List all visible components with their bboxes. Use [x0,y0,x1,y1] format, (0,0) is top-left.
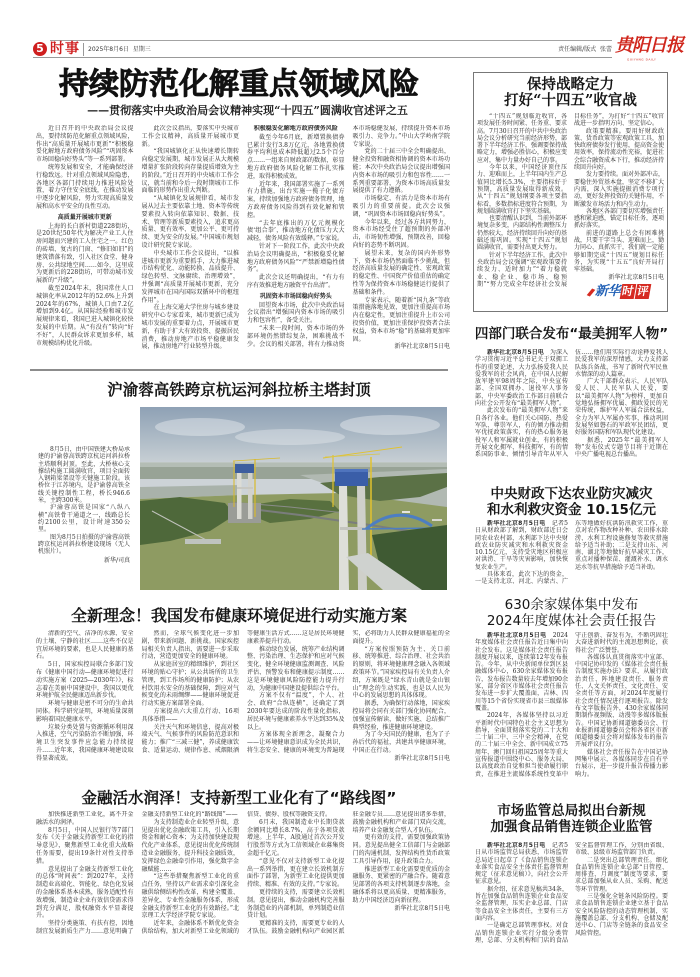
article-body [475,632,668,792]
paragraph: 上海的长白新村街道228街坊，是20世纪50年代为解决产业工人住房问题而兴建的工人住宅之一。红色的砖墙、复古的门窗、“修旧如旧”的建筑错落有致，引入社区食堂、健身房、公共绿地空间……如今，这里成为更新后的228街坊，可带动城市发展新的“升级”。 [36,222,134,285]
article-body [475,520,668,587]
commentary-box [473,72,668,312]
paragraph: 推动绿色发展，统筹产业结构调整、污染治理、生态保护和应对气候变化，健全环境健康监测调查、风险评估、预警发布和健康提示制度……这是环境健康风险防控能力提升行动，为健康中国建设提供综合平台。 [247,645,345,692]
bridge-tower [237,467,242,519]
paragraph: 沪渝蓉高铁是国家“八纵八横”高铁骨干通道之一，线路总长约2100公里，设计时速350公里。 [38,504,130,534]
paragraph: 然而，全球气候变化进一步加剧，带来新问题、新挑战。国家疾控局相关负责人指出，需要进一步采取行动，营造更加安全的健康环境。 [141,630,239,661]
article-headline[interactable]: 四部门联合发布“最美拥军人物” [474,326,669,342]
paragraph: 政策要精准。要用好财政政策、货币政策等宏观政策工具，加快政府债券发行使用，提高资金使用效率，保持流动性充裕，促进社会综合融资成本下行，推动经济持续回升向好。 [574,127,664,172]
media-reports-article [473,595,670,795]
paragraph: 也要清醒认识到，当前外部环境复杂多变，内部结构性调整压力仍然较大，经济持续回升向好的基础还需巩固。实现“十四五”规划圆满收官，需要付出更大努力。 [477,215,568,252]
paragraph: “十四五”规划临近收官，各项发展任务时间紧、任务重、要求高。7月30日召开的中共中央政治局会议分析研究当前经济形势，部署下半年经济工作，强调要保持战略定力，增强必胜信心，积极应变应对，集中力量办好自己的事。 [477,113,568,164]
cloud [235,429,345,445]
paragraph: 党的二十届三中全会明确提出，健全投资和融资相协调的资本市场功能；本次中央政治局会议提出增强国内资本市场的吸引力和包容性……一系列重要部署，为资本市场高质量发展提供了有力遵循。 [352,148,450,195]
article-text-columns [475,349,668,458]
paragraph: 为了今天国民的健康，也为了子孙后代的福祉，共建共享健康环境，中国正在行动。 [352,731,450,754]
paragraph: “方案按照预防为主、关口前移、统筹推进、综合治理、社会共治的原则，将环境健康理念融入各领域政策环节。”国家疾控局有关负责人介绍，方案既是“绿水青山就是金山银山”理念的生动实践，也是以人民为中心的发展思想的具体体现。 [352,645,450,700]
dateline-credit: 新华/司真 [103,557,130,565]
article-subtitle: ——贯彻落实中央政治局会议精神实现“十四五”圆满收官述评之五 [87,104,408,117]
paragraph: 今年以来，中国经济顶住压力、迎难而上，上半年国内生产总值同比增长5.3%，主要指标好于预期，高质量发展取得新成效。从“十四五”规划纲要各项主要指标看，多数指标进度符合预期，为规划圆满收官打下坚实基础。 [477,164,568,215]
honors-article [473,324,670,476]
paragraph: 近日召开的中央政治局会议提出，要持续防范化解重点领域风险，作出“高质量开展城市更新”“积极稳妥化解地方政府债务风险”“巩固资本市场回稳向好势头”等一系列部署。 [36,125,134,164]
bridge-photo-image [140,407,447,590]
paragraph: 坚持分类施策、有扶有控，因地制宜发展新质生产力……意见明确了金融支持新型工业化的“路线图”—— [36,811,238,935]
paragraph: 据悉，为确保行动落地，国家疾控局将会同有关部门强化协同配合，加强宣传解读，做好实施、总结推广典型经验，推进健康环境建设。 [352,700,450,731]
paragraph: 统筹发展和安全，才能确保经济行稳致远。针对重点领域风险隐患，各地区各部门持续用力推进风险处置，着力守住安全底线，在推动发展中逐步化解风险，努力实现高质量发展和高水平安全的良性互动。 [36,163,134,210]
headline-line: 中央财政下达农业防灾减灾 [490,486,653,502]
article-text-columns [475,632,668,778]
paragraph: 从家庭居室的精细维护，到社区环境的贴心守护；从公共场所的卫生管理，到工作场所的健康防护；从农村饮用水安全的基础保障，到应对气候变化的未雨绸缪——健康环境促进行动实施方案部署全面。 [141,661,239,708]
paragraph: “去年底推出的万亿元规模化债‘组合拳’，推动地方化债压力大大减轻，债务风险有效缓释。”专家说。 [247,219,345,243]
article-headline[interactable]: 全新理念！我国发布健康环境促进行动实施方案 [70,606,407,625]
paragraph: 针对下半年经济工作，此次中央政治局会议强调“宏观政策要持续发力、适时加力”“着力稳就业、稳企业、稳市场、稳预期”“努力完成全年经济社会发展目标任务”，为打好“十四五”收官战进一步指明方向、坚定信心。 [477,113,664,288]
bridge-pier [228,503,261,523]
article-headline[interactable] [473,487,670,518]
cloud [340,415,440,435]
paragraph: 截至2024年末，我国常住人口城镇化率从2012年的52.6%上升到2024年的67%，城镇人口由7.2亿增加到9.4亿。从国际经验和城市发展规律来看，我国已进入城镇化较快发展的中后期。从“有没有”转向“好不好”，人民群众诉求更加多样，城市规模结构优化升级。 [36,284,134,347]
dateline-credit: 新华社北京8月5日电 [394,754,450,762]
subheading: 积极稳妥化解地方政府债务风险 [253,125,338,132]
article-text-columns [36,125,450,351]
paragraph: 展望未来，复杂的国内外形势下，资本市场仍然面临不少挑战，但经济高质量发展的确定性、宏观政策的稳定性、中国资产价值重估的确定性等为保持资本市场稳健运行提供了基础和条件。 [352,249,450,296]
dateline: 新华社北京8月5日电 [487,520,546,527]
paragraph: 此次发布的“最美拥军人物”来自各行各业。他们关心国防、热爱军队、尊崇军人，有的倾力推动拥军优抚政策落实，有的热心服务退役军人和军属就业创业，有的积极开展文化拥军、科技拥军，有的情系国防事业、倾情引导青年从军入伍……他们用实际行动诠释爱我人民爱我军的深厚情感，大力支持部队练兵备战，书写了新时代军民鱼水情深的动人篇章。 [475,349,668,459]
paragraph: 专家表示，随着新“国九条”等政策措施落地见效，更加注重提高市场内在稳定性，更加注重提升上市公司投资价值，更加注重保护投资者合法权益，资本市场“稳”的基础将更加牢固。 [352,296,450,343]
tower-top [235,464,254,473]
paragraph: 此次会议指出，要落实中央城市工作会议精神，高质量开展城市更新。 [141,125,239,148]
paragraph: “意见不仅对支持新型工业化提出一系列举措，更在建立长效机制方面作了部署，为新型工业化提供更加持续、精准、有效的支持。”专家说。 [247,857,345,889]
paragraph: 在上海交通大学住房与城乡建设研究中心专家看来，城市更新已成为城市发展的重要着力点，开展城市更新，有助于扩大有效投资、提振居民消费，推动房地产市场平稳健康发展，推动房地产行业转型升级。 [141,304,239,351]
paragraph: 新华社北京8月5日电 2024年度媒体社会责任报告近日集中向社会发布。这是媒体社会责任报告制度开展以来，连续第12年发布报告。今年，从中央新闻单位到区县融媒体中心，630余家媒体发布报告，发布报告数量较去年增加90余家，部分省区市媒体社会责任报告发布进一步扩大覆盖面，吉林、四川等15个省份实现省市县三级媒体覆盖。 [475,632,568,712]
dateline-credit: 新华社北京8月5日电 [394,904,450,912]
paragraph: “从城镇化发展规律看，城市发展从过去主要依靠土地、资本等传统要素投入转向依靠知识、数据、技术、管理等新质要素投入，追求更高质量、更有效率、更加公平、更可持续、更为安全的发展。”中国城市规划设计研究院专家说。 [141,195,239,249]
paragraph: 8月5日，由中国铁建大桥局承建的沪渝蓉高铁跨京杭运河斜拉桥主塔顺利封顶。至此，大桥核心支撑结构施工圆满收官，项目全面转入钢箱梁架设等关键施工阶段。该桥位于江苏境内，是沪渝蓉高铁全线关键控制性工程，桥长946.6米，主跨300米。 [38,446,130,505]
masthead-subtitle: GUIYANG DAILY [627,58,657,62]
paragraph: 意见提出了金融支持新型工业化的总体“时间表”：到2027年，支持制造业高端化、智能化、绿色化发展的金融体系基本成熟，服务适配性有效增强，制造业企业有效信贷需求得到充分满足，股权融资水平显著提升。 [36,865,134,920]
lead-article [30,66,450,366]
dateline-credit: 新华社北京8月5日电 [608,273,664,281]
health-article [30,604,450,772]
paragraph: 新华社北京8月5日电 记者5日从财政部了解到，财政部近日会同农业农村部、水利部下达中央财政农业防灾减灾和水利救灾资金10.15亿元，支持受灾地区积极应对洪涝、干旱等灾害影响，加快恢复农业生产。 [475,520,568,571]
finance-article [30,786,450,949]
paragraph: 各地区各部门要切实增强责任感和紧迫感，锚定目标任务，逐项抓好落实。 [574,207,664,230]
issue-date: 2025年8月6日 星期三 [88,46,151,53]
paragraph: 新华社北京8月5日电 为深入学习贯彻习近平总书记关于双拥工作的重要论述，大力弘扬爱我人民爱我军的社会风尚，在中国人民解放军建军98周年之际，中央宣传部、全国双拥办、退役军人事务部、中央军委政治工作部日前联合向社会公开发布“最美拥军人物”。 [475,349,568,408]
paragraph: “未来一段时间，资本市场的外部环境仍然错综复杂，困难挑战不少。会议的相关部署，将有力推动资本市场稳健发展，持续提升资本市场吸引力、竞争力。”中山大学岭南学院专家说。 [247,125,450,348]
paragraph: 中央城市工作会议提出，“以推进城市更新为重要抓手，大力推进城市结构优化、动能转换、品质提升、绿色转型、文脉赓续、治理增效”，并强调“高质量开展城市更新，充分发挥城市在国内国际双循环中的枢纽作用”。 [141,249,239,304]
paragraph: 方案不仅有“温度”，个人、社会、政府“合纵连横”，还确定了到2030年要达成的阶段性量化指标，居民环境与健康素养水平达到35%及以上。 [247,692,345,731]
paragraph: 为支持制造业企业转型升级，意见提出优化金融政策工具，引入长期资金和耐心资本；为支持加快建设现代化产业体系，意见提出优化传统制造业金融服务，提升科技金融质效，发挥绿色金融牵引作用，强化数字金融赋能…… [141,818,239,873]
commentary-body [477,113,664,308]
paragraph: 一是确定总部管理事权。对食品销售连锁企业实行分级分类管理，总部、分支机构和门店的食品安全监督管理工作，分别由省级、市级、县级市场监管部门负责。 [475,842,668,944]
headline-line: 市场监管总局拟出台新规 [497,803,646,819]
section-name: 时事 [50,41,80,57]
paragraph: “我国城镇化正从快速增长期转向稳定发展期，城市发展正从大规模增量扩张阶段转向存量提质增效为主的阶段。”近日召开的中央城市工作会议，就当前和今后一段时期城市工作面临的形势作出重大判断。 [141,148,239,195]
editor-credit: 责任编辑/版式 张蕾 [558,46,612,53]
paragraph: 8月5日，中国人民银行等7部门发布《关于金融支持新型工业化的指导意见》，聚焦新型工业化重大战略任务需要，提出19条针对性支持举措。 [36,826,134,865]
paragraph: 2024年，各媒体坚持以习近平新时代中国特色社会主义思想为指导，全面贯彻落实党的二十大和二十届二中、三中全会精神，在党的二十届三中全会、新中国成立75周年、澳门回归祖国25周年等重大宣传报道中围绕中心、服务大局，以高度政治自觉和担当使命履行职责，在推进主流媒体系统性变革中守正创新、奋发有为，不断巩固壮大奋进新时代的主流思想舆论，获得社会广泛赞誉。 [475,632,668,778]
dateline-credit: 新华社北京8月5日电 [394,343,450,351]
logo-text-xinhua: 新华 [594,283,620,299]
xinhua-logo-mark-icon [587,288,596,296]
paragraph: 关注天气和环境信息，提高对极端天气、气候事件的风险防范意识和能力；推广“三减三健”，养成健康饮食、适量运动、规律作息、戒烟限酒等健康生活方式……这是居民环境健康素养提升行动。 [141,630,345,754]
headline-line: 保持战略定力 [527,76,614,93]
paragraph: 6月末，我国制造业中长期贷款余额同比增长8.7%，高于各项贷款增速。上半年，A股通过首次公开发行股票等方式为工信领域企业募集资金超千亿元。 [247,818,345,857]
article-headline[interactable]: 持续防范化解重点领域风险 [59,67,419,102]
page-number-badge: 5 [33,42,47,56]
paragraph: 图为8月5日拍摄的沪渝蓉高铁跨京杭运河斜拉桥建设现场（无人机照片）。 [38,533,130,556]
commentary-headline[interactable] [474,77,667,109]
horizon-haze [140,462,447,467]
page-header [0,0,700,66]
article-headline[interactable] [473,597,670,629]
dateline: 新华社北京8月5日电 [487,842,546,849]
article-text-columns [475,842,668,944]
bridge-photo [140,407,447,590]
paragraph: 二是突出总部管理责任。细化食品销售连锁企业总部“日管控、周排查、月调度”制度等要求，要求总部加强从业人员、采购、配送等环节管理。 [575,856,668,893]
paragraph: 方案提出六大重点行动、16项具体举措—— [141,707,239,723]
boat [402,511,410,513]
paragraph: 市场稳定、有活力是资本市场有吸引力的重要前提。此次会议强调，“巩固资本市场回稳向好势头”。 [352,195,450,218]
dateline: 新华社北京8月5日电 [487,349,544,356]
paragraph: 加快推进新型工业化，离不开金融活水的润泽。 [36,811,134,826]
logo-text-ping: 评 [635,283,650,298]
food-safety-article [473,801,670,949]
xinhua-commentary-logo [574,284,664,302]
article-headline[interactable]: 沪渝蓉高铁跨京杭运河斜拉桥主塔封顶 [107,381,371,399]
paragraph: 环境与健康是密不可分的生命共同体。科学研究证明，环境质量深刻影响着国民健康水平。 [36,700,134,723]
paragraph: 新华社北京8月5日电 记者5日从市场监管总局获悉，市场监管总局近日起草了《食品销售连锁企业落实食品安全主体责任监督管理规定（征求意见稿）》，向社会公开征求意见。 [475,842,568,886]
paragraph: 针对下一阶段工作，此次中央政治局会议明确提出，“积极稳妥化解地方政府债务风险”“严禁新增隐性债务”。 [247,242,345,274]
article-headline[interactable]: 金融活水润泽！支持新型工业化有了“路线图” [81,789,397,807]
paragraph: 更持续的支持，需要建立长效机制。意见提出，推动金融机构完善服务制造业的内部机制，单列制造业信贷计划。 [247,888,345,920]
paragraph: 三是强化全链条风险防控。要求食品销售连锁企业建立基于食品安全风险防控的动态管理机制，实施覆盖总部、分支机构、仓储及配送中心、门店等全链条的食品安全风险管控。 [575,893,668,937]
paragraph: “这些举措聚焦新型工业化的重点任务，坚持以产业需求牵引深化金融供给侧结构性改革，构建全覆盖、差异化、专业性金融服务体系，形成金融支持新型工业化的有效路径。”北京理工大学经济学院专家说。 [141,873,239,920]
photo-caption [38,446,130,568]
headline-line: 打好“十四五”收官战 [504,92,637,109]
paragraph: 推进新型工业化需要更优质的金融服务、更紧密的产融合作。随着意见部署的各项支持机制逐步落地，金融体系将以更高质量、更精准服务，助力中国经济迈向新征程。 [352,865,450,904]
article-body [475,349,668,474]
disaster-funds-article [473,485,670,589]
paragraph: 据悉，2025年“最美拥军人物”发布仪式专题节目将于近期在中央广播电视总台播出。 [575,436,668,459]
paragraph: 近年来，我国部署实施了一系列有力措施，出台实施一揽子化债方案，持续加强地方政府债务管理，地方政府债务风险得到有效化解和管控。 [247,180,345,219]
header-top-rule [50,40,612,41]
header-bottom-rule [33,57,612,58]
paragraph: 更有效的支持，需要加强政策协同。意见提出健全工信部门与金融部门的沟通机制，发挥结构性货币政策工具引导作用，提升政策合力。 [352,834,450,865]
commentary-paragraphs [477,113,664,302]
logo-text-shi: 时 [620,283,635,298]
article-headline[interactable] [473,803,670,835]
paragraph: 具体来看，此次下达的资金，一是支持北京、河北、内蒙古、广东等地做好抗洪防汛救灾工作，重点对农作物改种补种、农田排水除涝、水利工程设施修复等救灾措施给予适当补助；二是支持山东、河南、湖北等地做好抗旱减灾工作，重点对播种保苗、灌溉补水、调水运水等抗旱措施给予适当补助。 [475,520,668,586]
cloud [155,418,245,436]
photo-story [30,378,450,593]
bridge-tower [248,467,253,519]
paragraph: 5日，国家疾控局联合多部门发布《健康中国行动—健康环境促进行动实施方案（2025—2030年）》，标志着在美丽中国建设中，我国以更优环境护航全民健康迈出新步伐。 [36,661,134,700]
crane-jib [233,458,280,461]
caption-text [38,446,130,565]
paragraph: 发力要持续。面对外部冲击，要稳住外贸基本盘，坚定不移扩大内需，深入实施提振消费专项行动，更好发挥投资的关键作用，不断激发市场活力和内生动力。 [574,171,664,208]
section-divider [30,369,448,371]
article-body [36,125,450,361]
headline-line: 和水利救灾资金 10.15亿元 [487,501,656,518]
boat [432,519,442,521]
header-divider [83,43,84,56]
commentary-text-columns [477,113,664,302]
paragraph: 截至今年6月底，新增置换债券已累计发行3.8万亿元，各地置换债券平均利息成本降低超过2.5个百分点……一组来自财政部的数据，彰显地方政府债务风险化解工作扎实推进，取得积极成效。 [247,133,345,180]
paragraph: 今年以来，经过各方共同努力，资本市场经受住了超预期的外部冲击，市场韧性增强，预期改善，回稳向好的态势不断巩固。 [352,218,450,249]
article-body [475,842,668,947]
paragraph: 更精准的支持，需要更专业的人才队伍。鼓励金融机构向产业园区派驻金融专员……意见提出诸多举措，鼓励金融机构和产业部门双向交流，培养产业金融复合型人才队伍。 [247,811,450,935]
headline-line: 630余家媒体集中发布 [504,597,639,613]
tower-crossbeam [237,487,253,489]
paragraph: 垃圾分类处置与资源循环利用深入推进，空气污染防治不断加强，环境卫生突发事件应急能力持续提升……近年来，我国健康环境建设取得显著成效。 [36,723,134,762]
dateline: 新华社北京8月5日电 [487,632,547,639]
paragraph: 广大干部群众表示，人民军队爱人民、人民军队人民爱，要以“最美拥军人物”为榜样，更加自觉地弘扬拥军优属、拥政爱民的光荣传统，维护军人军属合法权益，全力为军人军属办实事，推动巩固发展坚如磐石的军政军民团结，更好服务国防和军队现代化建设。 [575,378,668,437]
article-body [36,811,450,947]
paragraph: 据介绍，征求意见稿共34条，旨在加强食品销售连锁企业食品安全监督管理，压实企业总部、门店等食品安全主体责任，主要有三方面内容。 [475,885,568,922]
article-body [36,630,450,770]
masthead-logo: 贵阳日报 [615,35,683,56]
paragraph: 此次会议还明确提出，“有力有序有效推进地方融资平台出清”。 [247,274,345,289]
subheading: 高质量开展城市更新 [57,213,112,221]
paragraph: 各媒体认真贯彻落实中宣部、中国记协印发的《媒体社会责任报告制度实施办法》要求，从履行政治责任、阵地建设责任、服务责任、人文关怀责任、文化责任、安全责任等方面，对2024年度履行社会责任情况进行逐项报告。除发布文字版报告外，430余家媒体同期制作视频版、动漫等多媒体版报告。中国记协新闻道德委员会、行业报新闻道德委员会和各省区市新闻道德委员会将对媒体发布的报告开展评议打分。 [575,653,668,749]
paragraph: 媒体社会责任报告在中国记协网集中展示，各媒体同步在自有平台展示，进一步提升报告传播力影响力。 [575,748,668,778]
paragraph: 近年来，金融体系不断优化资金供给结构，加大对新型工业化领域的信贷、债券、股权等融资支持。 [141,811,332,935]
paragraph: 回望资本市场，此次中央政治局会议指出“增强国内资本市场的吸引力和包容性”，备受关注。 [247,301,345,325]
article-text-columns [36,811,450,936]
tower-top-highlight [335,469,368,472]
barge [185,539,221,544]
paragraph: 清新的空气、洁净的水源、安全的土壤、宁静的社区……这些不仅是宜居环境的要素，也是人民健康的基石。 [36,630,134,661]
article-text-columns [475,520,668,586]
headline-line: 加强食品销售连锁企业监管 [490,819,653,835]
headline-line: 2024年度媒体社会责任报告 [486,613,657,629]
subheading: 巩固资本市场回稳向好势头 [259,292,332,300]
paragraph: 前进的道路上总会有困难挑战，只要干字当头、迎难而上，勠力同心、真抓实干，我们就一定能够如期完成“十四五”规划目标任务，为实现“十五五”良好开局打牢基础。 [574,229,664,274]
paragraph: 方案体现全新理念，凝聚合力——让环境健康意识成为全民共识，将生态安全、健康的环境变为普遍现实，必将助力人民群众健康福祉的全面提升。 [247,630,450,754]
article-text-columns [36,630,450,763]
